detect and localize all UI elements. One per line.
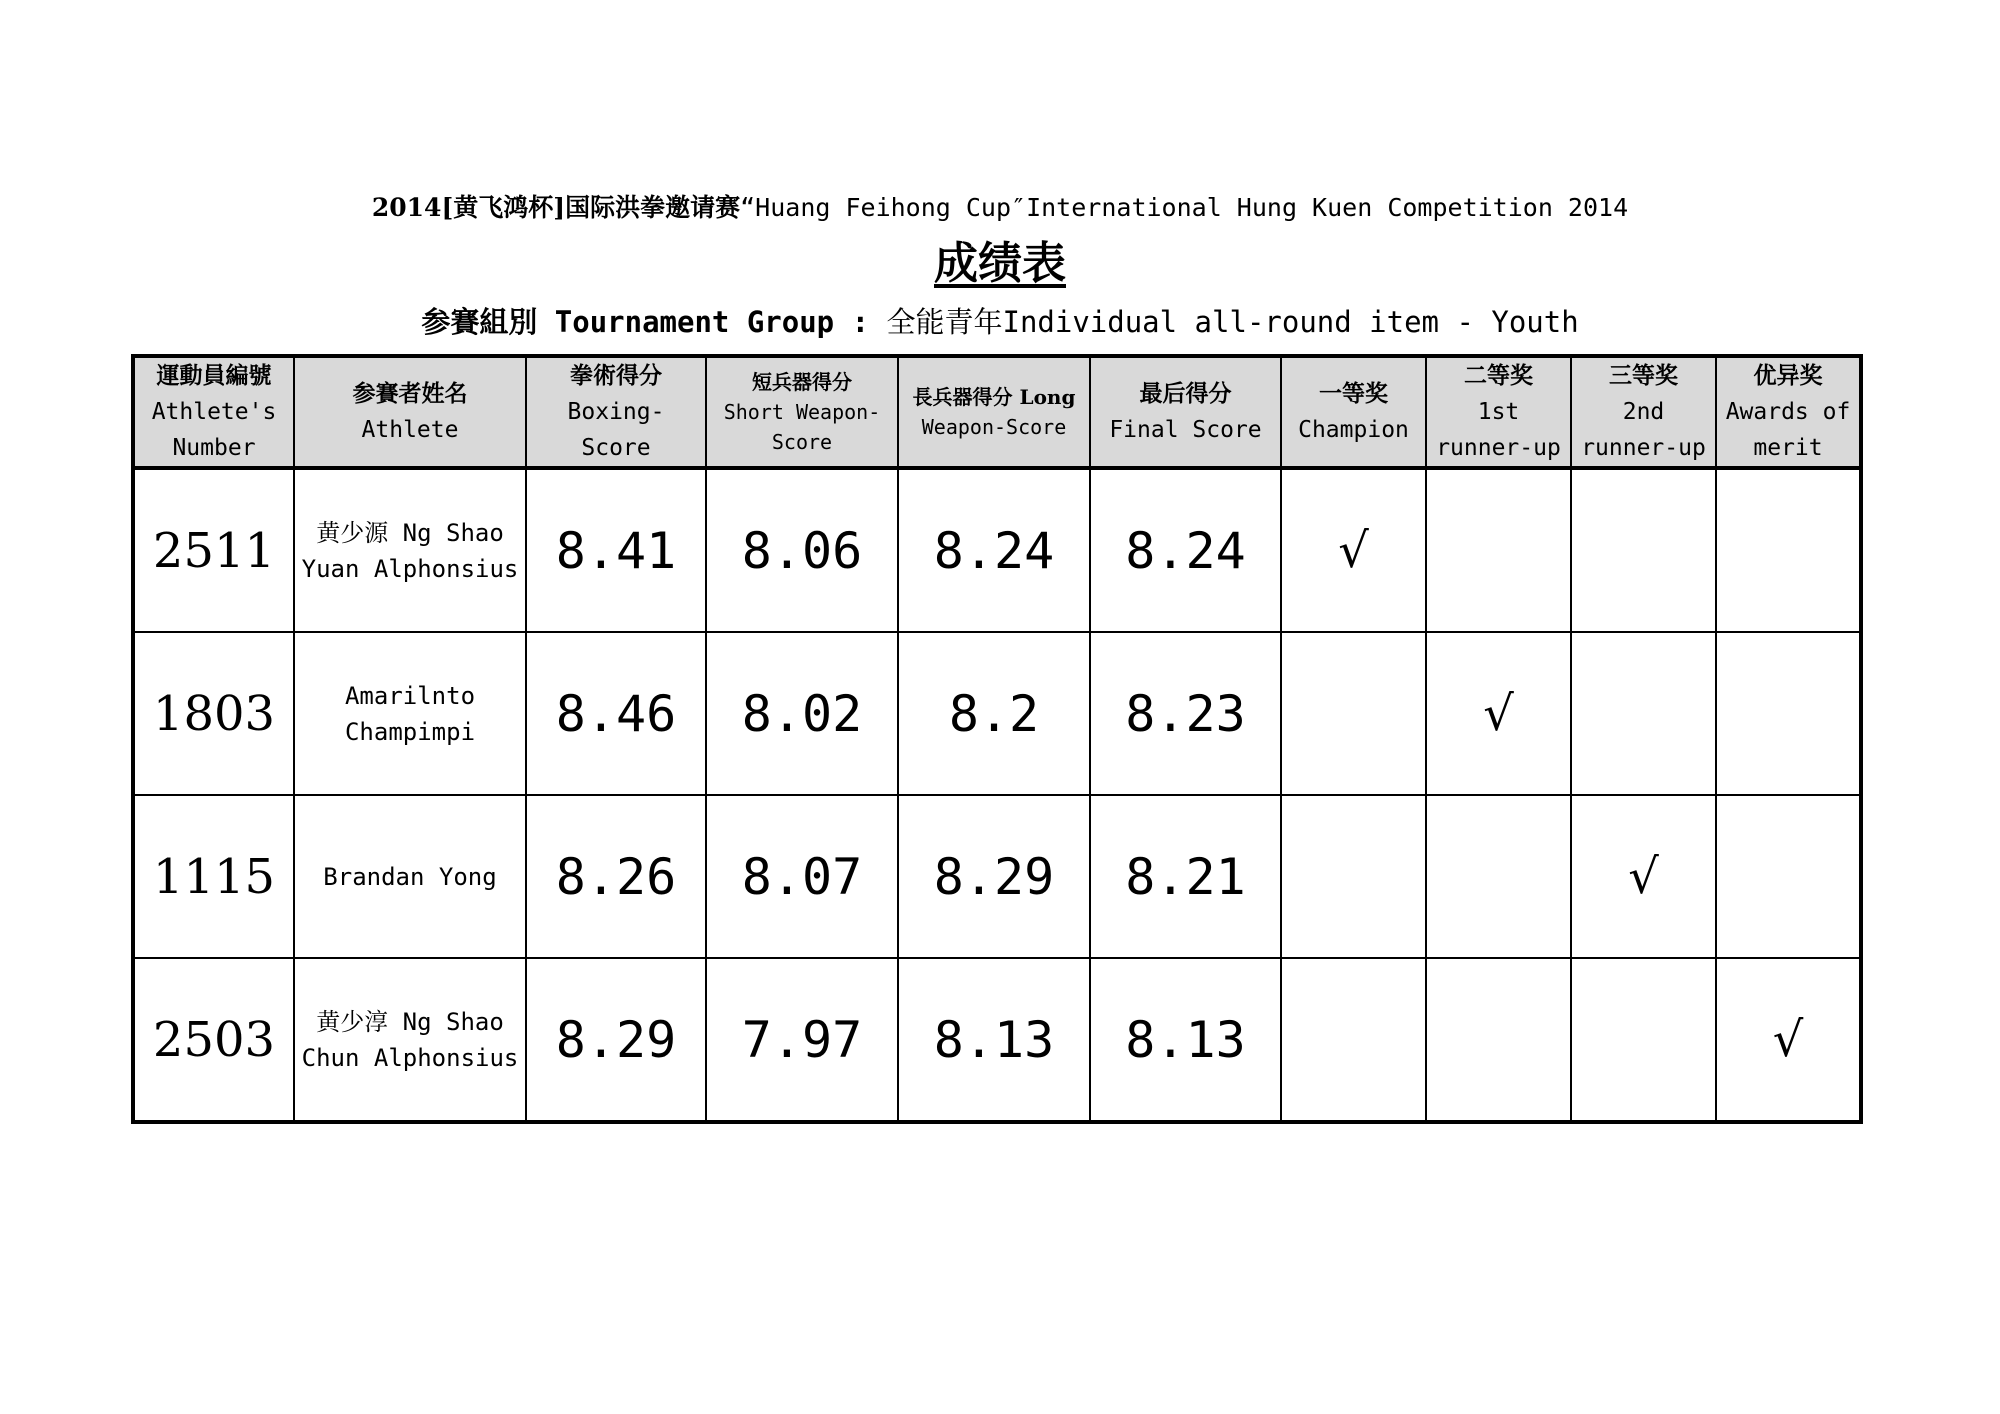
runner-up-2-mark <box>1571 632 1716 795</box>
long-weapon-score: 8.24 <box>898 468 1090 632</box>
header-athlete: 参賽者姓名 Athlete <box>294 356 526 468</box>
runner-up-1-mark <box>1426 795 1571 958</box>
header-final-score: 最后得分 Final Score <box>1090 356 1281 468</box>
table-row <box>133 958 1861 1122</box>
header-long-weapon-score: 長兵器得分 Long Weapon-Score <box>898 356 1090 468</box>
results-table <box>131 354 1863 1124</box>
table-header-row <box>133 356 1861 468</box>
champion-mark <box>1281 958 1426 1122</box>
runner-up-1-mark <box>1426 468 1571 632</box>
runner-up-2-mark <box>1571 958 1716 1122</box>
runner-up-1-mark: √ <box>1426 632 1571 795</box>
final-score: 8.21 <box>1090 795 1281 958</box>
header-short-weapon-score: 短兵器得分 Short Weapon- Score <box>706 356 898 468</box>
tournament-group-value: 全能青年Individual all-round item - Youth <box>869 305 1579 339</box>
athlete-name: Brandan Yong <box>294 795 526 958</box>
runner-up-2-mark: √ <box>1571 795 1716 958</box>
competition-title-en: “Huang Feihong Cup″International Hung Kuen Competition 2014 <box>740 193 1629 222</box>
champion-mark <box>1281 795 1426 958</box>
tournament-group-label: 参賽組別 Tournament Group : <box>421 305 870 339</box>
table-row <box>133 795 1861 958</box>
athlete-number: 2511 <box>133 468 294 632</box>
athlete-name: 黄少淳 Ng Shao Chun Alphonsius <box>294 958 526 1122</box>
merit-mark <box>1716 795 1861 958</box>
boxing-score: 8.46 <box>526 632 706 795</box>
final-score: 8.23 <box>1090 632 1281 795</box>
boxing-score: 8.41 <box>526 468 706 632</box>
boxing-score: 8.29 <box>526 958 706 1122</box>
header-athlete-number: 運動員編號 Athlete's Number <box>133 356 294 468</box>
short-weapon-score: 7.97 <box>706 958 898 1122</box>
header-awards-of-merit: 优异奖 Awards of merit <box>1716 356 1861 468</box>
short-weapon-score: 8.02 <box>706 632 898 795</box>
table-row <box>133 632 1861 795</box>
short-weapon-score: 8.07 <box>706 795 898 958</box>
athlete-name: Amarilnto Champimpi <box>294 632 526 795</box>
header-1st-runner-up: 二等奖 1st runner-up <box>1426 356 1571 468</box>
champion-mark <box>1281 632 1426 795</box>
final-score: 8.13 <box>1090 958 1281 1122</box>
long-weapon-score: 8.29 <box>898 795 1090 958</box>
header-champion: 一等奖 Champion <box>1281 356 1426 468</box>
short-weapon-score: 8.06 <box>706 468 898 632</box>
long-weapon-score: 8.2 <box>898 632 1090 795</box>
athlete-number: 1115 <box>133 795 294 958</box>
merit-mark <box>1716 632 1861 795</box>
champion-mark: √ <box>1281 468 1426 632</box>
page-title: 成绩表 <box>934 238 1066 289</box>
runner-up-2-mark <box>1571 468 1716 632</box>
header-2nd-runner-up: 三等奖 2nd runner-up <box>1571 356 1716 468</box>
boxing-score: 8.26 <box>526 795 706 958</box>
tournament-group <box>0 300 2000 341</box>
runner-up-1-mark <box>1426 958 1571 1122</box>
athlete-name: 黄少源 Ng Shao Yuan Alphonsius <box>294 468 526 632</box>
long-weapon-score: 8.13 <box>898 958 1090 1122</box>
header-boxing-score: 拳術得分 Boxing- Score <box>526 356 706 468</box>
table-row <box>133 468 1861 632</box>
merit-mark <box>1716 468 1861 632</box>
merit-mark: √ <box>1716 958 1861 1122</box>
competition-title-cn: 2014[黄飞鸿杯]国际洪拳邀请赛 <box>371 193 741 222</box>
competition-title <box>0 188 2000 224</box>
athlete-number: 1803 <box>133 632 294 795</box>
athlete-number: 2503 <box>133 958 294 1122</box>
final-score: 8.24 <box>1090 468 1281 632</box>
